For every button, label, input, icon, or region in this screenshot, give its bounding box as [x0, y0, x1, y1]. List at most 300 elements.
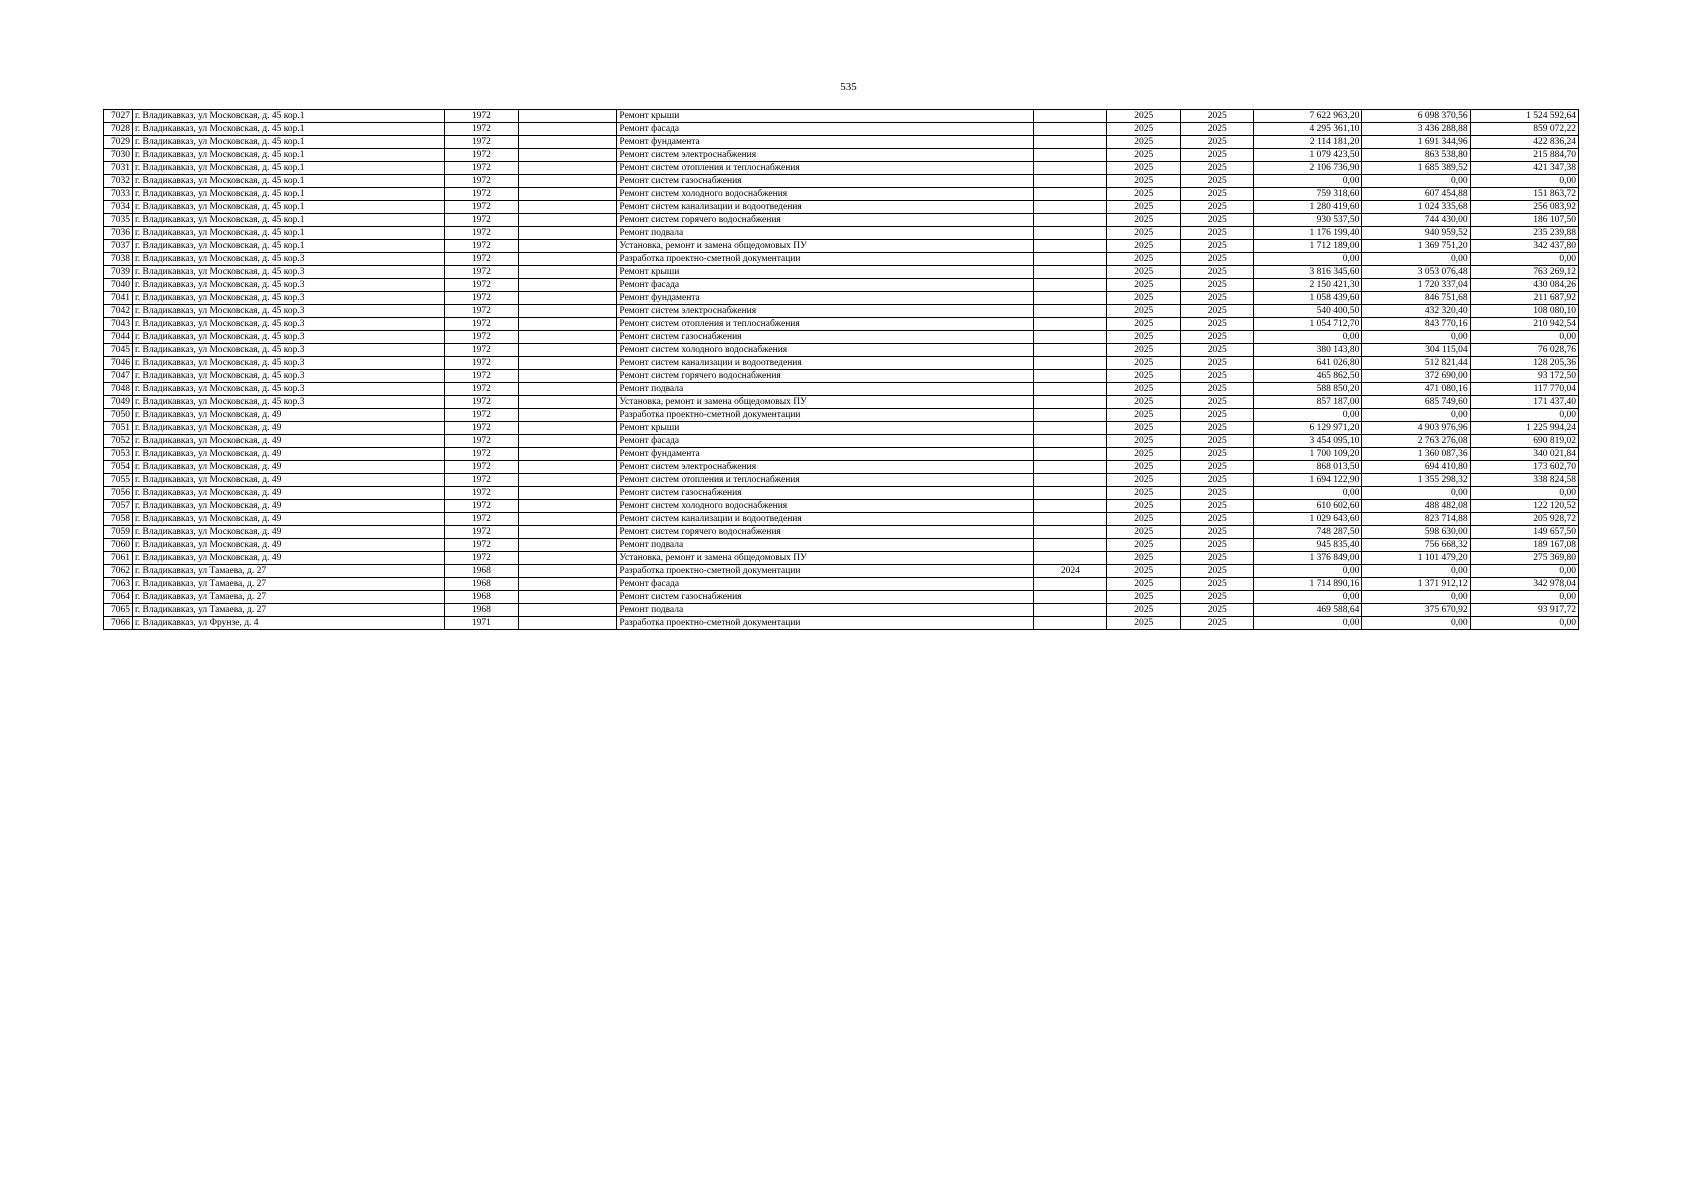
plan-year-cell — [1034, 331, 1107, 344]
extra-info-cell — [518, 539, 617, 552]
row-number-cell: 7032 — [104, 175, 133, 188]
owner-cost-cell: 0,00 — [1470, 617, 1578, 630]
table-row — [104, 279, 1579, 292]
start-year-cell: 2025 — [1107, 526, 1181, 539]
owner-cost-cell: 235 239,88 — [1470, 227, 1578, 240]
owner-cost-cell: 122 120,52 — [1470, 500, 1578, 513]
total-cost-cell: 0,00 — [1254, 175, 1362, 188]
start-year-cell: 2025 — [1107, 383, 1181, 396]
extra-info-cell — [518, 435, 617, 448]
row-number-cell: 7044 — [104, 331, 133, 344]
build-year-cell: 1968 — [444, 565, 518, 578]
build-year-cell: 1972 — [444, 214, 518, 227]
plan-year-cell — [1034, 461, 1107, 474]
row-number-cell: 7047 — [104, 370, 133, 383]
row-number-cell: 7031 — [104, 162, 133, 175]
start-year-cell: 2025 — [1107, 448, 1181, 461]
row-number-cell: 7036 — [104, 227, 133, 240]
extra-info-cell — [518, 604, 617, 617]
plan-year-cell — [1034, 604, 1107, 617]
build-year-cell: 1972 — [444, 552, 518, 565]
extra-info-cell — [518, 240, 617, 253]
total-cost-cell: 4 295 361,10 — [1254, 123, 1362, 136]
fund-cost-cell: 304 115,04 — [1362, 344, 1470, 357]
end-year-cell: 2025 — [1181, 201, 1254, 214]
owner-cost-cell: 0,00 — [1470, 591, 1578, 604]
start-year-cell: 2025 — [1107, 435, 1181, 448]
fund-cost-cell: 372 690,00 — [1362, 370, 1470, 383]
owner-cost-cell: 0,00 — [1470, 565, 1578, 578]
total-cost-cell: 930 537,50 — [1254, 214, 1362, 227]
fund-cost-cell: 694 410,80 — [1362, 461, 1470, 474]
fund-cost-cell: 0,00 — [1362, 591, 1470, 604]
start-year-cell: 2025 — [1107, 513, 1181, 526]
total-cost-cell: 641 026,80 — [1254, 357, 1362, 370]
start-year-cell: 2025 — [1107, 578, 1181, 591]
work-type-cell: Ремонт фасада — [617, 279, 1034, 292]
total-cost-cell: 2 106 736,90 — [1254, 162, 1362, 175]
fund-cost-cell: 471 080,16 — [1362, 383, 1470, 396]
total-cost-cell: 1 054 712,70 — [1254, 318, 1362, 331]
end-year-cell: 2025 — [1181, 591, 1254, 604]
work-type-cell: Разработка проектно-сметной документации — [617, 565, 1034, 578]
work-type-cell: Ремонт систем горячего водоснабжения — [617, 214, 1034, 227]
total-cost-cell: 7 622 963,20 — [1254, 110, 1362, 123]
end-year-cell: 2025 — [1181, 227, 1254, 240]
work-type-cell: Ремонт систем холодного водоснабжения — [617, 500, 1034, 513]
table-row — [104, 435, 1579, 448]
row-number-cell: 7059 — [104, 526, 133, 539]
owner-cost-cell: 108 080,10 — [1470, 305, 1578, 318]
owner-cost-cell: 0,00 — [1470, 253, 1578, 266]
row-number-cell: 7040 — [104, 279, 133, 292]
total-cost-cell: 0,00 — [1254, 331, 1362, 344]
extra-info-cell — [518, 279, 617, 292]
table-row — [104, 292, 1579, 305]
table-row — [104, 565, 1579, 578]
extra-info-cell — [518, 617, 617, 630]
owner-cost-cell: 128 205,36 — [1470, 357, 1578, 370]
fund-cost-cell: 1 355 298,32 — [1362, 474, 1470, 487]
total-cost-cell: 465 862,50 — [1254, 370, 1362, 383]
owner-cost-cell: 690 819,02 — [1470, 435, 1578, 448]
plan-year-cell — [1034, 279, 1107, 292]
owner-cost-cell: 173 602,70 — [1470, 461, 1578, 474]
end-year-cell: 2025 — [1181, 344, 1254, 357]
total-cost-cell: 1 714 890,16 — [1254, 578, 1362, 591]
row-number-cell: 7062 — [104, 565, 133, 578]
build-year-cell: 1972 — [444, 253, 518, 266]
plan-year-cell — [1034, 357, 1107, 370]
start-year-cell: 2025 — [1107, 266, 1181, 279]
plan-year-cell — [1034, 422, 1107, 435]
address-cell: г. Владикавказ, ул Московская, д. 49 — [132, 552, 444, 565]
start-year-cell: 2025 — [1107, 422, 1181, 435]
owner-cost-cell: 275 369,80 — [1470, 552, 1578, 565]
start-year-cell: 2025 — [1107, 552, 1181, 565]
fund-cost-cell: 0,00 — [1362, 409, 1470, 422]
owner-cost-cell: 93 172,50 — [1470, 370, 1578, 383]
extra-info-cell — [518, 227, 617, 240]
start-year-cell: 2025 — [1107, 565, 1181, 578]
start-year-cell: 2025 — [1107, 539, 1181, 552]
start-year-cell: 2025 — [1107, 331, 1181, 344]
table-row — [104, 149, 1579, 162]
plan-year-cell — [1034, 591, 1107, 604]
total-cost-cell: 588 850,20 — [1254, 383, 1362, 396]
fund-cost-cell: 0,00 — [1362, 487, 1470, 500]
fund-cost-cell: 1 360 087,36 — [1362, 448, 1470, 461]
work-type-cell: Ремонт подвала — [617, 383, 1034, 396]
table-row — [104, 383, 1579, 396]
table-row — [104, 448, 1579, 461]
end-year-cell: 2025 — [1181, 500, 1254, 513]
owner-cost-cell: 256 083,92 — [1470, 201, 1578, 214]
end-year-cell: 2025 — [1181, 136, 1254, 149]
extra-info-cell — [518, 110, 617, 123]
work-type-cell: Ремонт крыши — [617, 422, 1034, 435]
work-type-cell: Установка, ремонт и замена общедомовых ПУ — [617, 240, 1034, 253]
owner-cost-cell: 205 928,72 — [1470, 513, 1578, 526]
end-year-cell: 2025 — [1181, 513, 1254, 526]
plan-year-cell — [1034, 370, 1107, 383]
extra-info-cell — [518, 552, 617, 565]
plan-year-cell — [1034, 487, 1107, 500]
build-year-cell: 1972 — [444, 344, 518, 357]
address-cell: г. Владикавказ, ул Московская, д. 45 кор.1 — [132, 214, 444, 227]
owner-cost-cell: 421 347,38 — [1470, 162, 1578, 175]
work-type-cell: Разработка проектно-сметной документации — [617, 253, 1034, 266]
start-year-cell: 2025 — [1107, 136, 1181, 149]
owner-cost-cell: 0,00 — [1470, 331, 1578, 344]
work-type-cell: Ремонт фундамента — [617, 292, 1034, 305]
plan-year-cell — [1034, 175, 1107, 188]
build-year-cell: 1972 — [444, 396, 518, 409]
total-cost-cell: 1 079 423,50 — [1254, 149, 1362, 162]
address-cell: г. Владикавказ, ул Московская, д. 45 кор.3 — [132, 305, 444, 318]
start-year-cell: 2025 — [1107, 487, 1181, 500]
owner-cost-cell: 210 942,54 — [1470, 318, 1578, 331]
address-cell: г. Владикавказ, ул Московская, д. 45 кор.1 — [132, 227, 444, 240]
end-year-cell: 2025 — [1181, 409, 1254, 422]
owner-cost-cell: 151 863,72 — [1470, 188, 1578, 201]
extra-info-cell — [518, 409, 617, 422]
end-year-cell: 2025 — [1181, 422, 1254, 435]
work-type-cell: Ремонт систем горячего водоснабжения — [617, 526, 1034, 539]
work-type-cell: Установка, ремонт и замена общедомовых ПУ — [617, 552, 1034, 565]
address-cell: г. Владикавказ, ул Московская, д. 49 — [132, 422, 444, 435]
total-cost-cell: 6 129 971,20 — [1254, 422, 1362, 435]
fund-cost-cell: 843 770,16 — [1362, 318, 1470, 331]
start-year-cell: 2025 — [1107, 162, 1181, 175]
start-year-cell: 2025 — [1107, 188, 1181, 201]
table-row — [104, 552, 1579, 565]
build-year-cell: 1972 — [444, 149, 518, 162]
owner-cost-cell: 211 687,92 — [1470, 292, 1578, 305]
work-type-cell: Ремонт подвала — [617, 539, 1034, 552]
plan-year-cell — [1034, 578, 1107, 591]
work-type-cell: Ремонт систем электроснабжения — [617, 149, 1034, 162]
total-cost-cell: 1 280 419,60 — [1254, 201, 1362, 214]
work-type-cell: Ремонт систем газоснабжения — [617, 331, 1034, 344]
address-cell: г. Владикавказ, ул Фрунзе, д. 4 — [132, 617, 444, 630]
end-year-cell: 2025 — [1181, 539, 1254, 552]
fund-cost-cell: 432 320,40 — [1362, 305, 1470, 318]
build-year-cell: 1972 — [444, 318, 518, 331]
fund-cost-cell: 1 369 751,20 — [1362, 240, 1470, 253]
owner-cost-cell: 215 884,70 — [1470, 149, 1578, 162]
start-year-cell: 2025 — [1107, 500, 1181, 513]
end-year-cell: 2025 — [1181, 526, 1254, 539]
table-row — [104, 305, 1579, 318]
build-year-cell: 1972 — [444, 279, 518, 292]
plan-year-cell — [1034, 227, 1107, 240]
plan-year-cell — [1034, 344, 1107, 357]
extra-info-cell — [518, 448, 617, 461]
row-number-cell: 7033 — [104, 188, 133, 201]
build-year-cell: 1972 — [444, 539, 518, 552]
build-year-cell: 1968 — [444, 578, 518, 591]
plan-year-cell — [1034, 383, 1107, 396]
row-number-cell: 7030 — [104, 149, 133, 162]
total-cost-cell: 0,00 — [1254, 409, 1362, 422]
extra-info-cell — [518, 266, 617, 279]
extra-info-cell — [518, 370, 617, 383]
end-year-cell: 2025 — [1181, 474, 1254, 487]
start-year-cell: 2025 — [1107, 344, 1181, 357]
start-year-cell: 2025 — [1107, 253, 1181, 266]
fund-cost-cell: 3 436 288,88 — [1362, 123, 1470, 136]
total-cost-cell: 1 058 439,60 — [1254, 292, 1362, 305]
build-year-cell: 1972 — [444, 422, 518, 435]
owner-cost-cell: 763 269,12 — [1470, 266, 1578, 279]
row-number-cell: 7052 — [104, 435, 133, 448]
work-type-cell: Ремонт систем канализации и водоотведения — [617, 357, 1034, 370]
end-year-cell: 2025 — [1181, 331, 1254, 344]
build-year-cell: 1972 — [444, 487, 518, 500]
owner-cost-cell: 186 107,50 — [1470, 214, 1578, 227]
address-cell: г. Владикавказ, ул Московская, д. 45 кор.1 — [132, 175, 444, 188]
plan-year-cell — [1034, 318, 1107, 331]
row-number-cell: 7057 — [104, 500, 133, 513]
total-cost-cell: 857 187,00 — [1254, 396, 1362, 409]
owner-cost-cell: 171 437,40 — [1470, 396, 1578, 409]
extra-info-cell — [518, 357, 617, 370]
address-cell: г. Владикавказ, ул Московская, д. 49 — [132, 474, 444, 487]
extra-info-cell — [518, 123, 617, 136]
work-type-cell: Ремонт систем холодного водоснабжения — [617, 344, 1034, 357]
address-cell: г. Владикавказ, ул Тамаева, д. 27 — [132, 578, 444, 591]
address-cell: г. Владикавказ, ул Тамаева, д. 27 — [132, 565, 444, 578]
total-cost-cell: 1 712 189,00 — [1254, 240, 1362, 253]
fund-cost-cell: 488 482,08 — [1362, 500, 1470, 513]
extra-info-cell — [518, 474, 617, 487]
total-cost-cell: 0,00 — [1254, 487, 1362, 500]
table-row — [104, 409, 1579, 422]
row-number-cell: 7064 — [104, 591, 133, 604]
end-year-cell: 2025 — [1181, 448, 1254, 461]
fund-cost-cell: 863 538,80 — [1362, 149, 1470, 162]
plan-year-cell — [1034, 214, 1107, 227]
row-number-cell: 7035 — [104, 214, 133, 227]
extra-info-cell — [518, 162, 617, 175]
total-cost-cell: 2 114 181,20 — [1254, 136, 1362, 149]
build-year-cell: 1972 — [444, 240, 518, 253]
end-year-cell: 2025 — [1181, 149, 1254, 162]
fund-cost-cell: 0,00 — [1362, 565, 1470, 578]
work-type-cell: Ремонт систем холодного водоснабжения — [617, 188, 1034, 201]
total-cost-cell: 0,00 — [1254, 565, 1362, 578]
fund-cost-cell: 1 101 479,20 — [1362, 552, 1470, 565]
table-row — [104, 500, 1579, 513]
owner-cost-cell: 340 021,84 — [1470, 448, 1578, 461]
extra-info-cell — [518, 578, 617, 591]
total-cost-cell: 1 694 122,90 — [1254, 474, 1362, 487]
start-year-cell: 2025 — [1107, 604, 1181, 617]
start-year-cell: 2025 — [1107, 240, 1181, 253]
table-row — [104, 357, 1579, 370]
table-row — [104, 136, 1579, 149]
fund-cost-cell: 6 098 370,56 — [1362, 110, 1470, 123]
extra-info-cell — [518, 253, 617, 266]
start-year-cell: 2025 — [1107, 474, 1181, 487]
fund-cost-cell: 0,00 — [1362, 617, 1470, 630]
build-year-cell: 1972 — [444, 383, 518, 396]
fund-cost-cell: 744 430,00 — [1362, 214, 1470, 227]
extra-info-cell — [518, 565, 617, 578]
work-type-cell: Ремонт систем канализации и водоотведения — [617, 513, 1034, 526]
row-number-cell: 7028 — [104, 123, 133, 136]
row-number-cell: 7043 — [104, 318, 133, 331]
row-number-cell: 7045 — [104, 344, 133, 357]
row-number-cell: 7054 — [104, 461, 133, 474]
work-type-cell: Ремонт систем электроснабжения — [617, 305, 1034, 318]
row-number-cell: 7049 — [104, 396, 133, 409]
end-year-cell: 2025 — [1181, 175, 1254, 188]
fund-cost-cell: 598 630,00 — [1362, 526, 1470, 539]
plan-year-cell — [1034, 435, 1107, 448]
address-cell: г. Владикавказ, ул Московская, д. 49 — [132, 500, 444, 513]
address-cell: г. Владикавказ, ул Московская, д. 49 — [132, 448, 444, 461]
end-year-cell: 2025 — [1181, 552, 1254, 565]
extra-info-cell — [518, 318, 617, 331]
address-cell: г. Владикавказ, ул Московская, д. 45 кор.3 — [132, 292, 444, 305]
work-type-cell: Ремонт крыши — [617, 266, 1034, 279]
table-row — [104, 513, 1579, 526]
owner-cost-cell: 1 524 592,64 — [1470, 110, 1578, 123]
extra-info-cell — [518, 461, 617, 474]
total-cost-cell: 3 454 095,10 — [1254, 435, 1362, 448]
extra-info-cell — [518, 188, 617, 201]
end-year-cell: 2025 — [1181, 188, 1254, 201]
end-year-cell: 2025 — [1181, 266, 1254, 279]
extra-info-cell — [518, 591, 617, 604]
table-row — [104, 162, 1579, 175]
end-year-cell: 2025 — [1181, 214, 1254, 227]
start-year-cell: 2025 — [1107, 409, 1181, 422]
plan-year-cell — [1034, 201, 1107, 214]
plan-year-cell — [1034, 305, 1107, 318]
total-cost-cell: 380 143,80 — [1254, 344, 1362, 357]
address-cell: г. Владикавказ, ул Московская, д. 45 кор.3 — [132, 253, 444, 266]
plan-year-cell: 2024 — [1034, 565, 1107, 578]
plan-year-cell — [1034, 552, 1107, 565]
fund-cost-cell: 0,00 — [1362, 175, 1470, 188]
fund-cost-cell: 1 024 335,68 — [1362, 201, 1470, 214]
plan-year-cell — [1034, 240, 1107, 253]
fund-cost-cell: 1 685 389,52 — [1362, 162, 1470, 175]
work-type-cell: Ремонт фасада — [617, 578, 1034, 591]
end-year-cell: 2025 — [1181, 487, 1254, 500]
address-cell: г. Владикавказ, ул Московская, д. 49 — [132, 539, 444, 552]
row-number-cell: 7042 — [104, 305, 133, 318]
total-cost-cell: 610 602,60 — [1254, 500, 1362, 513]
plan-year-cell — [1034, 396, 1107, 409]
build-year-cell: 1972 — [444, 162, 518, 175]
end-year-cell: 2025 — [1181, 357, 1254, 370]
fund-cost-cell: 0,00 — [1362, 331, 1470, 344]
start-year-cell: 2025 — [1107, 110, 1181, 123]
table-row — [104, 396, 1579, 409]
build-year-cell: 1972 — [444, 513, 518, 526]
address-cell: г. Владикавказ, ул Московская, д. 49 — [132, 513, 444, 526]
end-year-cell: 2025 — [1181, 396, 1254, 409]
extra-info-cell — [518, 214, 617, 227]
table-row — [104, 318, 1579, 331]
plan-year-cell — [1034, 266, 1107, 279]
plan-year-cell — [1034, 409, 1107, 422]
table-row — [104, 266, 1579, 279]
total-cost-cell: 0,00 — [1254, 253, 1362, 266]
build-year-cell: 1972 — [444, 448, 518, 461]
end-year-cell: 2025 — [1181, 292, 1254, 305]
work-type-cell: Ремонт систем отопления и теплоснабжения — [617, 318, 1034, 331]
table-row — [104, 214, 1579, 227]
plan-year-cell — [1034, 110, 1107, 123]
work-type-cell: Ремонт систем отопления и теплоснабжения — [617, 474, 1034, 487]
fund-cost-cell: 1 720 337,04 — [1362, 279, 1470, 292]
table-row — [104, 539, 1579, 552]
fund-cost-cell: 846 751,68 — [1362, 292, 1470, 305]
build-year-cell: 1968 — [444, 604, 518, 617]
work-type-cell: Ремонт систем газоснабжения — [617, 487, 1034, 500]
owner-cost-cell: 93 917,72 — [1470, 604, 1578, 617]
fund-cost-cell: 756 668,32 — [1362, 539, 1470, 552]
address-cell: г. Владикавказ, ул Московская, д. 45 кор.3 — [132, 279, 444, 292]
work-type-cell: Ремонт систем канализации и водоотведения — [617, 201, 1034, 214]
address-cell: г. Владикавказ, ул Московская, д. 45 кор.1 — [132, 110, 444, 123]
row-number-cell: 7050 — [104, 409, 133, 422]
build-year-cell: 1968 — [444, 591, 518, 604]
work-type-cell: Разработка проектно-сметной документации — [617, 409, 1034, 422]
total-cost-cell: 1 176 199,40 — [1254, 227, 1362, 240]
plan-year-cell — [1034, 136, 1107, 149]
fund-cost-cell: 1 691 344,96 — [1362, 136, 1470, 149]
build-year-cell: 1972 — [444, 123, 518, 136]
plan-year-cell — [1034, 162, 1107, 175]
plan-year-cell — [1034, 188, 1107, 201]
extra-info-cell — [518, 487, 617, 500]
start-year-cell: 2025 — [1107, 305, 1181, 318]
address-cell: г. Владикавказ, ул Московская, д. 49 — [132, 461, 444, 474]
plan-year-cell — [1034, 539, 1107, 552]
owner-cost-cell: 0,00 — [1470, 175, 1578, 188]
start-year-cell: 2025 — [1107, 461, 1181, 474]
table-row — [104, 344, 1579, 357]
address-cell: г. Владикавказ, ул Московская, д. 45 кор.1 — [132, 136, 444, 149]
plan-year-cell — [1034, 149, 1107, 162]
work-type-cell: Ремонт фасада — [617, 435, 1034, 448]
